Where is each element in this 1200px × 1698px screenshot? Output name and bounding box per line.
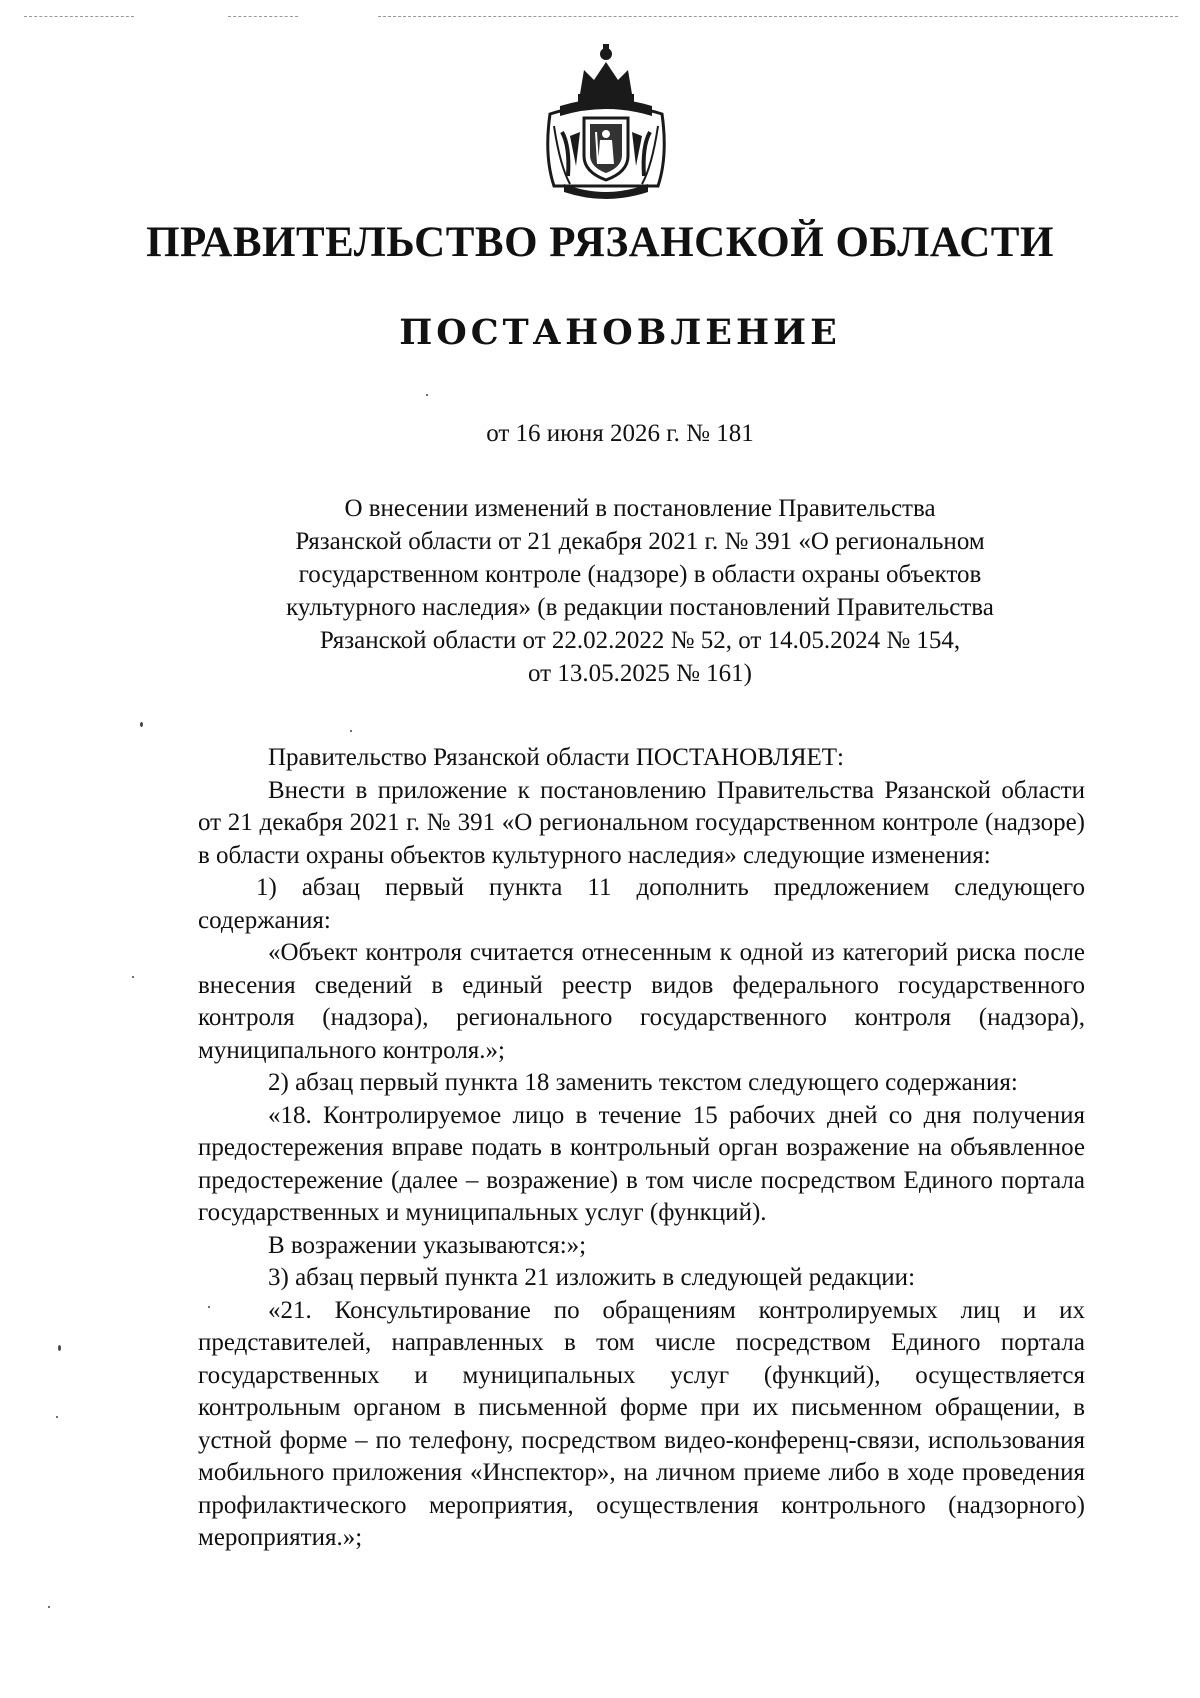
subject-line: культурного наследия» (в редакции постановлений Правительства (286, 594, 994, 621)
scan-speck (426, 394, 428, 396)
scan-edge-line (378, 16, 1178, 17)
document-subject (200, 492, 1080, 690)
subject-line: Рязанской области от 21 декабря 2021 г. № 391 «О региональном (295, 528, 985, 555)
scan-edge-line (24, 16, 134, 17)
subject-line: от 13.05.2025 № 161) (527, 660, 753, 687)
scan-speck (48, 1606, 50, 1608)
scan-speck (58, 1345, 61, 1351)
body-paragraph-quote-3: «21. Консультирование по обращениям контролируемых лиц и их представителей, направленных в том числе посредством Единого портала государственных и муниципальных услуг (функций), осуществляется контрольным органом в письменной форме при их письменном обращении, в устной форме – по телефону, посредством видео-конференц-связи, использования мобильного приложения «Инспектор», на личном приеме либо в ходе проведения профилактического мероприятия, осуществления контрольного (надзорного) мероприятия.»; (198, 1296, 1085, 1551)
subject-line: Рязанской области от 22.02.2022 № 52, от 14.05.2024 № 154, (319, 627, 961, 654)
document-type-heading: ПОСТАНОВЛЕНИЕ (399, 312, 841, 353)
scan-speck (140, 722, 143, 727)
coat-of-arms-icon (540, 36, 672, 206)
scan-speck (208, 1306, 210, 1308)
organization-title: ПРАВИТЕЛЬСТВО РЯЗАНСКОЙ ОБЛАСТИ (146, 219, 1054, 266)
body-paragraph-resolves: Правительство Рязанской области ПОСТАНОВЛЯЕТ: (268, 744, 844, 771)
scan-speck (132, 976, 134, 978)
body-paragraph-quote-2: «18. Контролируемое лицо в течение 15 рабочих дней со дня получения предостережения вправе подать в контрольный орган возражение на объявленное предостережение (далее – возражение) в том числе посредством Единого портала государственных и муниципальных услуг (функций). (198, 1101, 1085, 1226)
scan-speck (56, 1416, 58, 1418)
document-date-number: от 16 июня 2026 г. № 181 (486, 420, 754, 447)
subject-line: государственном контроле (надзоре) в области охраны объектов (298, 561, 982, 588)
document-body (198, 742, 1085, 1555)
body-paragraph-quote-1: «Объект контроля считается отнесенным к одной из категорий риска после внесения сведений в единый реестр видов федерального государственного контроля (надзора), регионального государственного контроля (надзора), муниципального контроля.»; (198, 939, 1085, 1064)
scan-speck (350, 730, 352, 732)
body-paragraph-item-2: 2) абзац первый пункта 18 заменить текстом следующего содержания: (268, 1069, 1018, 1096)
body-paragraph-quote-2-cont: В возражении указываются:»; (268, 1231, 587, 1259)
body-paragraph-item-1: 1) абзац первый пункта 11 дополнить предложением следующего содержания: (198, 874, 1085, 934)
subject-line: О внесении изменений в постановление Правительства (344, 495, 936, 522)
scan-edge-line (228, 16, 298, 17)
body-paragraph-item-3: 3) абзац первый пункта 21 изложить в следующей редакции: (268, 1264, 916, 1291)
body-paragraph-intro: Внести в приложение к постановлению Правительства Рязанской области от 21 декабря 2021 г. № 391 «О региональном государственном контроле (надзоре) в области охраны объектов культурного наследия» следующие изменения: (198, 776, 1085, 869)
